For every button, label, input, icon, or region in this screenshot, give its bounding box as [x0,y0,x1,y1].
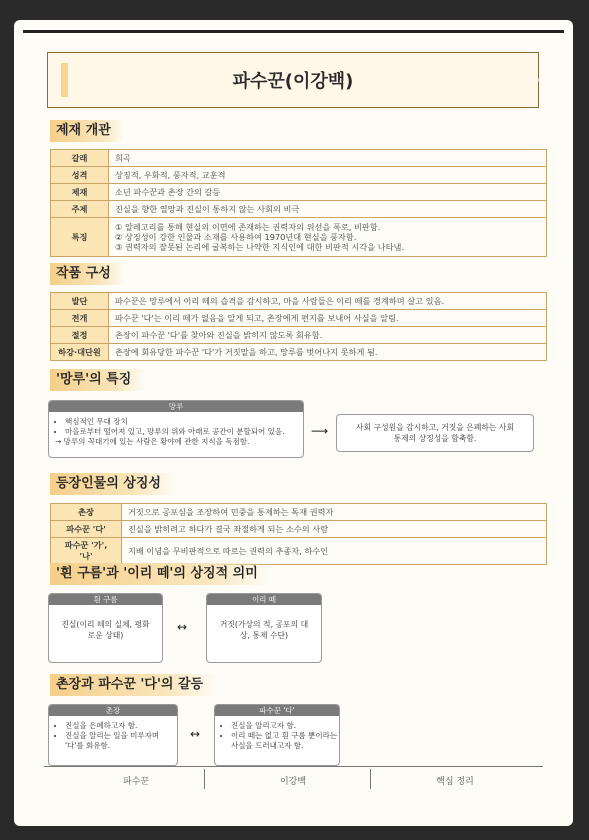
table-row [51,504,547,521]
row-key: 특징 [51,218,109,257]
da-list [221,721,339,751]
row-value: 진실을 향한 열망과 진실이 통하지 않는 사회의 비극 [109,201,547,218]
tower-box [48,400,304,458]
swap-arrow-icon: ↔ [177,620,188,634]
structure-table [50,292,547,361]
footer-author: 이강백 [279,777,307,787]
list-item: • 마을로부터 떨어져 있고, 망루의 위와 아래로 공간이 분할되어 있음. [65,427,303,437]
list-item: → 망루의 꼭대기에 있는 사람은 황야에 관한 지식을 독점함. [55,437,250,446]
table-row [51,538,547,565]
banner-notch [538,52,552,108]
tower-result-box [336,414,534,452]
da-box-header: 파수꾼 '다' [215,705,339,716]
table-row [51,167,547,184]
table-row [51,344,547,361]
swap-arrow-icon: ↔ [190,727,201,741]
footer-rule [44,766,543,767]
row-value: 상징적, 우화적, 풍자적, 교훈적 [109,167,547,184]
chief-box-header: 촌장 [49,705,177,716]
row-key: 촌장 [51,504,122,521]
tower-box-header: 망루 [49,401,303,412]
row-value: 희곡 [109,150,547,167]
row-value: 소년 파수꾼과 촌장 간의 갈등 [109,184,547,201]
row-key: 전개 [51,310,109,327]
row-key: 제재 [51,184,109,201]
section-heading-structure: 작품 구성 [50,263,125,285]
row-value: 촌장에 회유당한 파수꾼 '다'가 거짓말을 하고, 망루를 벗어나지 못하게 됨. [109,344,547,361]
table-row [51,310,547,327]
wolf-box [206,593,322,663]
wolf-box-text: 거짓(가상의 적, 공포의 대상, 통제 수단) [219,620,309,640]
table-row [51,327,547,344]
title-banner [47,52,539,108]
section-heading-tower: '망루'의 특징 [50,369,145,391]
row-value: 촌장이 파수꾼 '다'를 찾아와 진실을 밝히지 않도록 회유함. [109,327,547,344]
table-row [51,201,547,218]
footer-divider [204,769,205,789]
page-title: 파수꾼(이강백) [232,71,354,92]
section-heading-overview: 제재 개관 [50,120,125,142]
row-key: 주제 [51,201,109,218]
footer-work-title: 파수꾼 [122,777,150,787]
chief-list [55,721,177,751]
cloud-box [48,593,163,663]
row-key: 갈래 [51,150,109,167]
top-rule [23,30,564,33]
row-value: 진실을 밝히려고 하다가 결국 좌절하게 되는 소수의 사람 [122,521,547,538]
tower-result-text: 사회 구성원을 감시하고, 거짓을 은폐하는 사회 통제의 상징성을 함축함. [356,423,514,443]
cloud-box-header: 흰 구름 [49,594,162,605]
right-arrow-icon: ⟶ [311,424,329,438]
feature-line: ③ 권력자의 잘못된 논리에 굴복하는 나약한 지식인에 대한 비판적 시각을 나타냄. [115,242,405,252]
row-key: 성격 [51,167,109,184]
list-item: • 진실을 알리는 일을 미루자며 '다'를 회유함. [65,731,177,751]
feature-line: ② 상징성이 강한 인물과 소재를 사용하여 1970년대 현실을 풍자함. [115,232,357,242]
da-box [214,704,340,766]
table-row [51,293,547,310]
footer [14,766,573,806]
row-value [109,218,547,257]
tower-list [55,417,303,447]
list-item: • 이리 떼는 없고 흰 구름 뿐이라는 사실을 드러내고자 함. [231,731,339,751]
row-key: 발단 [51,293,109,310]
overview-table [50,149,547,257]
cloud-box-text: 진실(이리 떼의 실체, 평화로운 상태) [61,620,150,640]
row-key: 절정 [51,327,109,344]
row-key: 파수꾼 '다' [51,521,122,538]
wolf-box-header: 이리 떼 [207,594,321,605]
row-key: 파수꾼 '가', '나' [51,538,122,565]
list-item: • 핵심적인 무대 장치 [65,417,303,427]
section-heading-characters: 등장인물의 상징성 [50,473,175,495]
row-value: 지배 이념을 무비판적으로 따르는 권력의 추종자, 하수인 [122,538,547,565]
footer-divider [370,769,371,789]
characters-table [50,503,547,565]
row-value: 거짓으로 공포심을 조장하여 민중을 통제하는 독재 권력자 [122,504,547,521]
footer-doc-type: 핵심 정리 [436,777,474,787]
section-heading-conflict: 촌장과 파수꾼 '다'의 갈등 [50,674,217,696]
row-key: 하강·대단원 [51,344,109,361]
table-row [51,218,547,257]
section-heading-cloud-wolf: '흰 구름'과 '이리 떼'의 상징적 의미 [50,563,272,585]
table-row [51,150,547,167]
feature-line: ① 알레고리를 통해 현실의 이면에 존재하는 권력자의 위선을 폭로, 비판함. [115,222,381,232]
list-item: • 진실을 은폐하고자 함. [65,721,177,731]
page [14,20,573,826]
table-row [51,184,547,201]
row-value: 파수꾼 '다'는 이리 떼가 없음을 알게 되고, 촌장에게 편지를 보내어 사실을 알림. [109,310,547,327]
chief-box [48,704,178,766]
table-row [51,521,547,538]
list-item: • 진실을 알리고자 함. [231,721,339,731]
row-value: 파수꾼은 망루에서 이리 떼의 습격을 감시하고, 마을 사람들은 이리 떼를 경계하며 살고 있음. [109,293,547,310]
